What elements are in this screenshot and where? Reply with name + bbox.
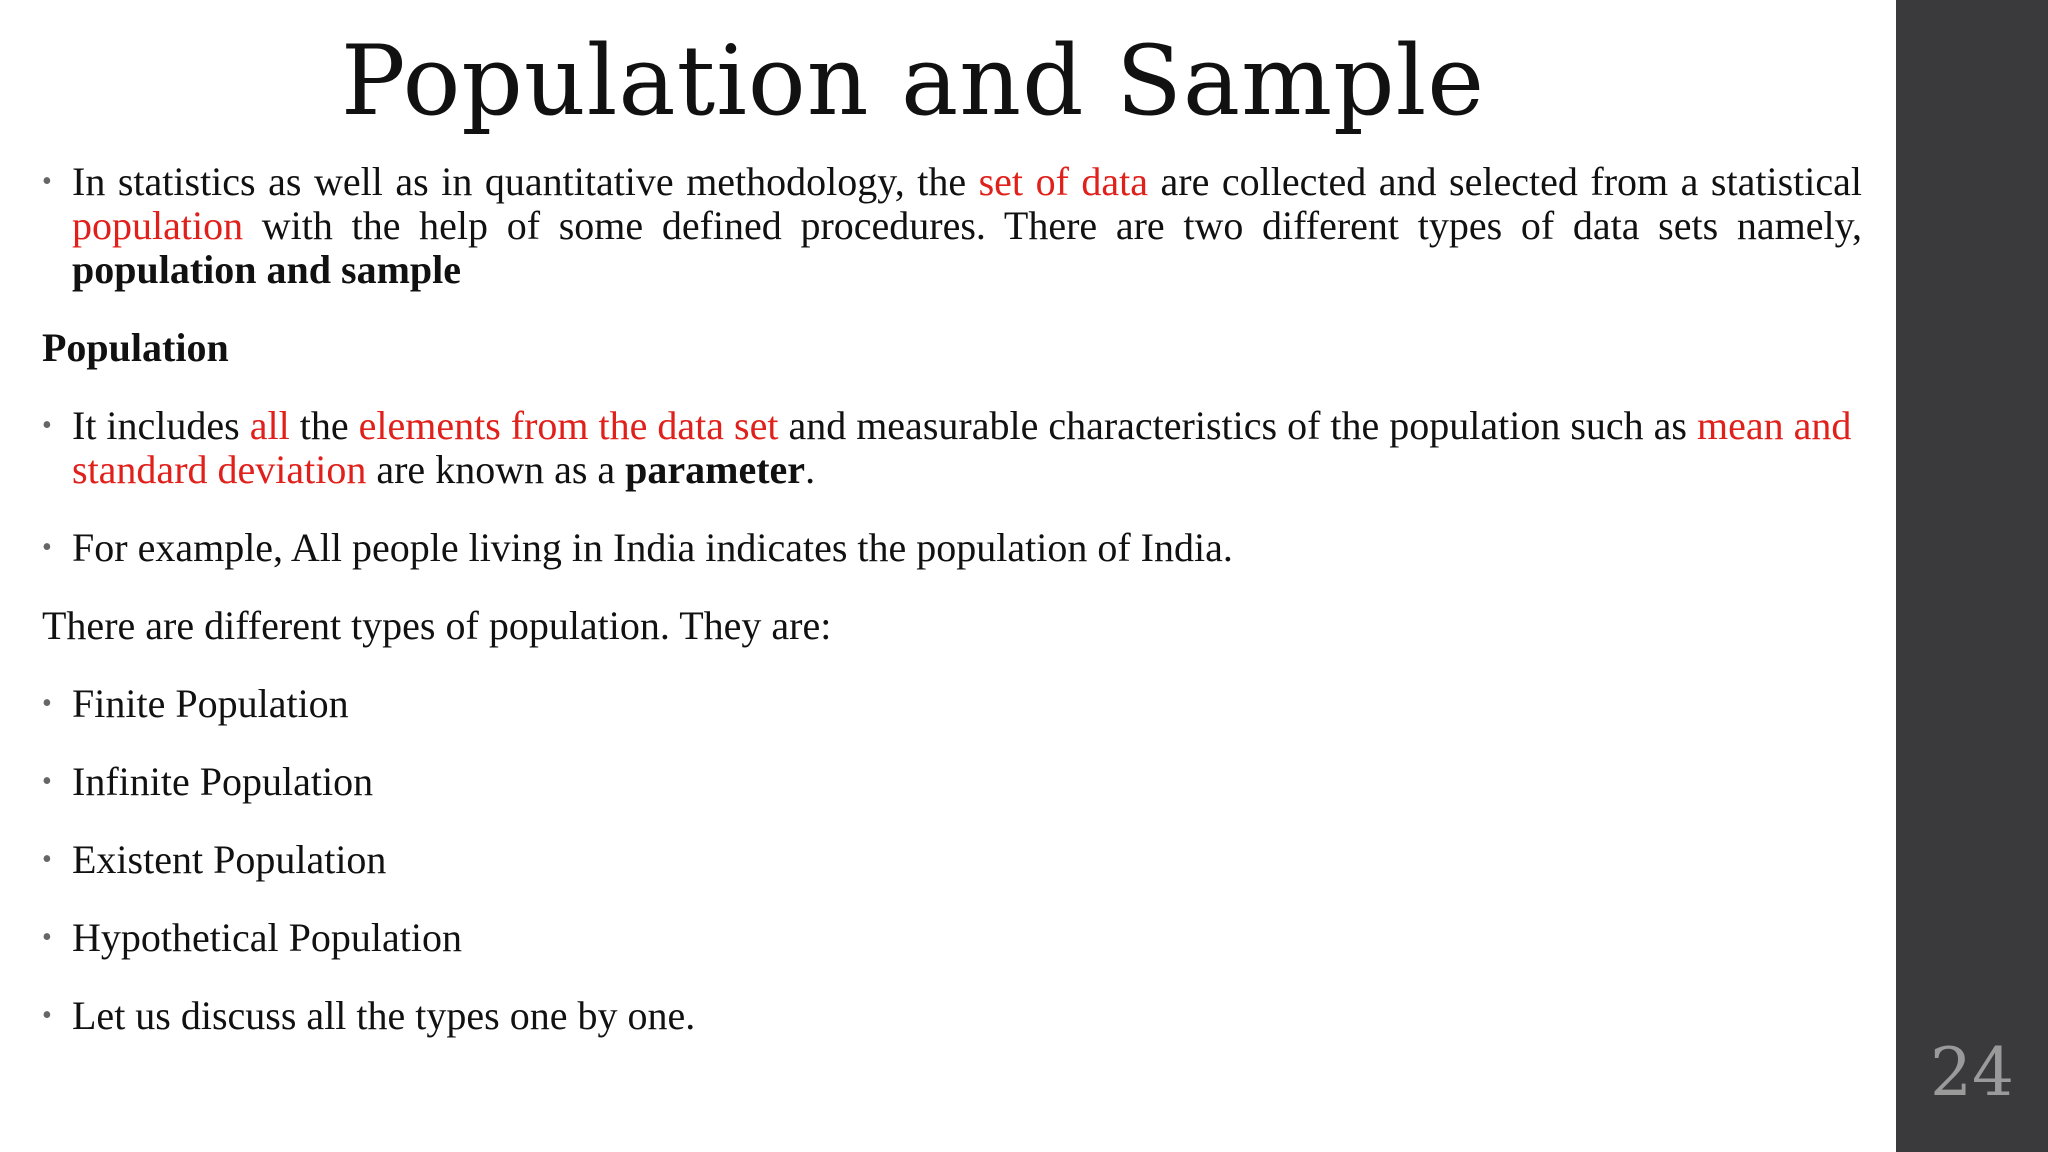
- definition-bullet: [42, 404, 1862, 492]
- highlight-set-of-data: set of data: [978, 159, 1149, 204]
- sidebar-panel: [1896, 0, 2048, 1152]
- highlight-all: all: [249, 403, 290, 448]
- slide-title: Population and Sample: [340, 25, 1486, 137]
- highlight-elements: elements from the data set: [358, 403, 779, 448]
- highlight-population: population: [72, 203, 244, 248]
- bold-parameter: parameter: [625, 447, 806, 492]
- slide-body: [42, 160, 1862, 1072]
- type-item-infinite: • Infinite Population: [42, 760, 1862, 804]
- intro-text-3: with the help of some defined procedures. There are two different types of data sets namely,: [243, 203, 1862, 248]
- type-item-finite: • Finite Population: [42, 682, 1862, 726]
- intro-text-2: are collected and selected from a statistical: [1148, 159, 1863, 204]
- intro-text-1: In statistics as well as in quantitative methodology, the: [72, 159, 979, 204]
- page-number: 24: [1930, 1034, 2014, 1111]
- definition-text-2: the: [289, 403, 359, 448]
- definition-text-4: are known as a: [366, 447, 626, 492]
- example-bullet: • For example, All people living in India indicates the population of India.: [42, 526, 1862, 570]
- discuss-note: • Let us discuss all the types one by one.: [42, 994, 1862, 1038]
- type-item-existent: • Existent Population: [42, 838, 1862, 882]
- highlight-mean-sd: mean and standard deviation: [72, 403, 1852, 492]
- definition-text-3: and measurable characteristics of the population such as: [778, 403, 1697, 448]
- definition-text-1: It includes: [72, 403, 250, 448]
- population-heading: Population: [42, 325, 229, 370]
- definition-text-5: .: [805, 447, 816, 492]
- bold-population-and-sample: population and sample: [72, 247, 462, 292]
- intro-bullet: [42, 160, 1862, 292]
- type-item-hypothetical: • Hypothetical Population: [42, 916, 1862, 960]
- types-intro: There are different types of population. They are:: [42, 603, 832, 648]
